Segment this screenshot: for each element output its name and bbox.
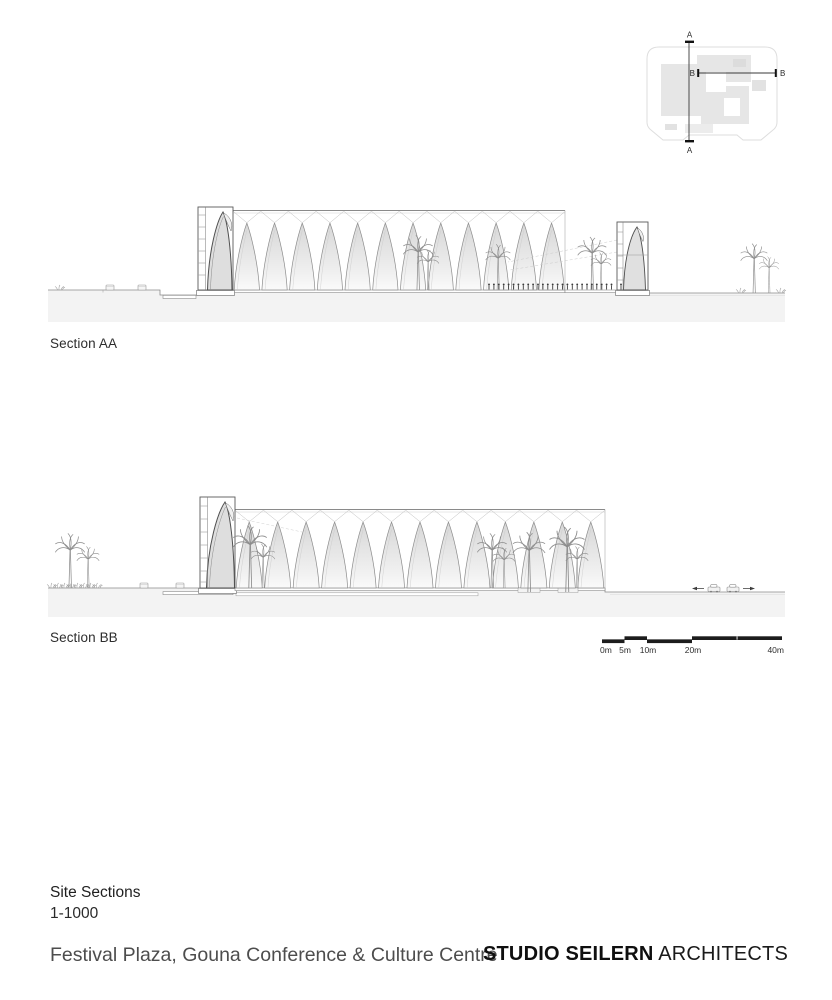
arch-bay [379,522,405,588]
scale-label-40m: 40m [767,645,784,655]
scale-bar-labels [600,645,784,655]
studio-logo [483,943,788,966]
section-aa-drawing [40,198,790,332]
arch-bay [373,223,398,290]
hall-floor-slab [233,290,565,293]
site-furniture-left [55,285,146,290]
arch-bay [435,522,461,588]
sunken-path-slab [236,593,478,596]
walkway-slab [163,295,196,298]
arch-bay [539,223,564,290]
scale-label-0m: 0m [600,645,612,655]
scale-label-20m: 20m [684,645,702,655]
arch-bay [428,223,453,290]
car-icon [727,585,739,593]
landscape-right [736,244,786,293]
arch-bay [407,522,433,588]
section-line-a-label-bottom: A [686,146,693,155]
scale-bar [598,630,793,658]
arch-bay [322,522,348,588]
vehicles-right [692,585,755,593]
section-bb-drawing [40,492,790,626]
left-pavilion-tower [198,207,233,290]
landscape-left [47,533,184,588]
planter-trench [558,588,578,593]
left-pavilion-tower [200,497,235,588]
drawing-title: Site Sections [50,884,141,901]
section-bb-label: Section BB [50,630,118,645]
palm-tree-icon [741,244,768,293]
tower-foundation-slab [199,588,237,593]
palm-tree-icon [759,257,779,293]
arch-bay [521,522,547,588]
arch-bay [350,522,376,588]
arch-bay [345,223,370,290]
drawing-scale: 1-1000 [50,905,99,922]
arch-colonnade [236,522,604,588]
ground-fill [48,290,785,322]
site-plan-key [645,26,795,166]
palm-tree-icon [55,533,84,588]
arch-bay [456,223,481,290]
scale-label-10m: 10m [639,645,657,655]
studio-logo-regular: ARCHITECTS [653,943,788,965]
planter-trench [518,588,540,593]
arch-bay [317,223,342,290]
studio-logo-bold: STUDIO SEILERN [482,943,654,965]
project-title: Festival Plaza, Gouna Conference & Culture Centre [50,944,498,966]
tower-foundation-slab [197,290,235,295]
tower-foundation-slab [616,290,650,295]
hall-floor-slab [235,588,605,591]
car-icon [708,585,720,593]
arch-bay [262,223,287,290]
arch-bay [293,522,319,588]
section-aa-label: Section AA [50,336,118,351]
palm-tree-icon [77,546,99,588]
key-plan-outline [647,47,777,140]
arch-bay [464,522,490,588]
right-pavilion-tower [617,222,648,290]
arch-bay [290,223,315,290]
arch-colonnade [234,223,564,290]
arch-bay [578,522,604,588]
scale-label-5m: 5m [619,645,631,655]
arch-bay [234,223,259,290]
section-line-a-label-top: A [686,30,693,40]
arch-bay [511,223,536,290]
scale-bar-segments [602,636,782,643]
arch-bay [549,522,575,588]
section-line-b-label-left: B [689,69,695,78]
section-line-b-label-right: B [780,69,786,78]
plaza-floor-slab [565,290,617,293]
